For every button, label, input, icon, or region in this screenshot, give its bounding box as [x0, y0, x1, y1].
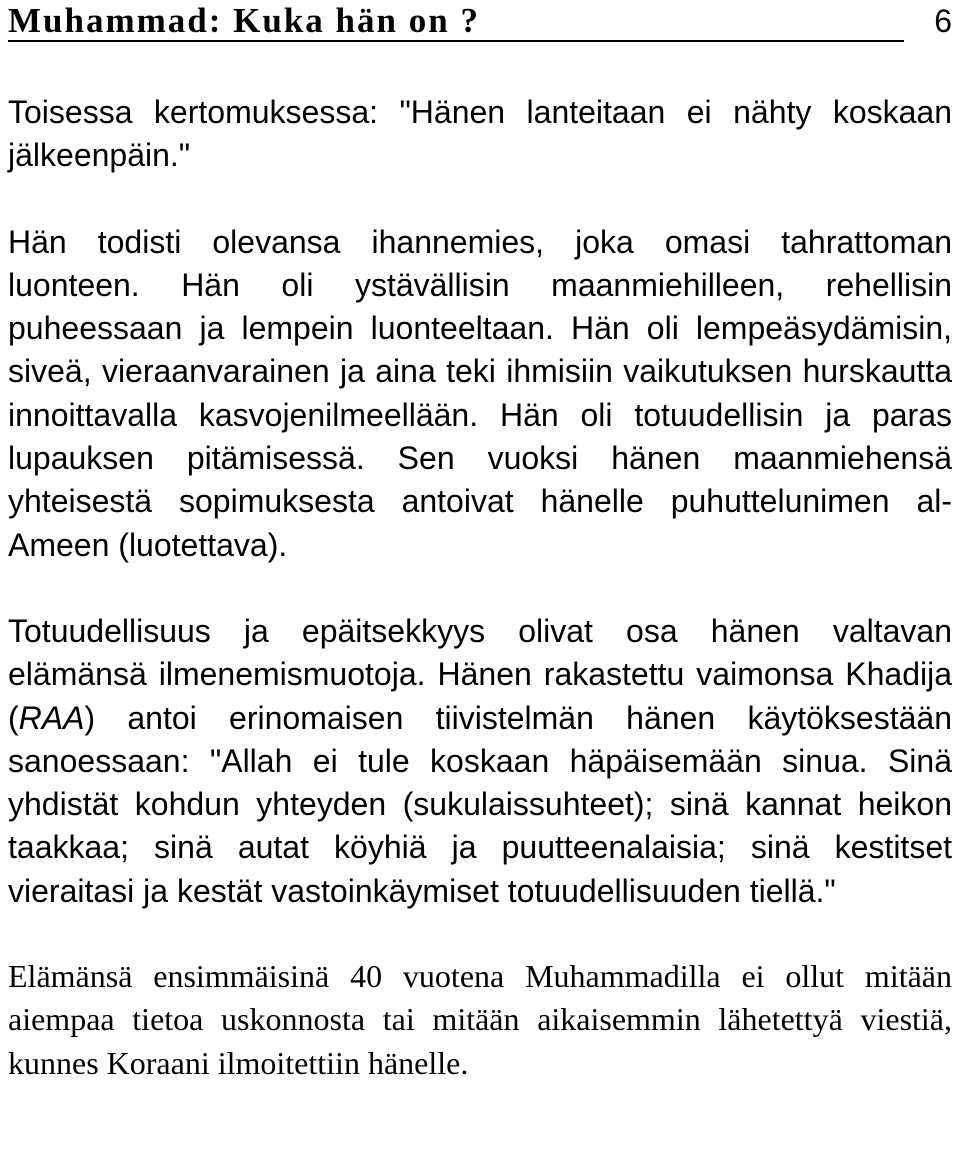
paragraph-1: Toisessa kertomuksessa: "Hänen lanteitaan ei nähty koskaan jälkeenpäin." — [8, 94, 952, 174]
paragraph-3-text-a: Totuudellisuus ja epäitsekkyys olivat osa hänen valtavan elämänsä ilmenemismuotoja. Hänen rakastettu vaimonsa Khadija ( — [8, 612, 952, 736]
body-text — [8, 91, 952, 1085]
paragraph-spacer — [8, 913, 952, 955]
paragraph-3 — [8, 610, 952, 913]
paragraph-spacer — [8, 567, 952, 610]
paragraph-4: Elämänsä ensimmäisinä 40 vuotena Muhammadilla ei ollut mitään aiempaa tietoa uskonnosta tai mitään aikaisemmin lähetettyä viestiä, kunnes Koraani ilmoitettiin hänelle. — [8, 958, 952, 1081]
header-title: Muhammad: Kuka hän on ? — [8, 1, 480, 40]
paragraph-2: Hän todisti olevansa ihannemies, joka omasi tahrattoman luonteen. Hän oli ystävällisin maanmiehilleen, rehellisin puheessaan ja lempein luonteeltaan. Hän oli lempeäsydämisin, siveä, vieraanvarainen ja aina teki ihmisiin vaikutuksen hurskautta innoittavalla kasvojenilmeellään. Hän oli totuudellisin ja paras lupauksen pitämisessä. Sen vuoksi hänen maanmiehensä yhteisestä sopimuksesta antoivat hänelle puhuttelunimen al-Ameen (luotettava). — [8, 223, 952, 563]
page-number: 6 — [934, 3, 952, 39]
header-rule — [8, 40, 904, 42]
paragraph-3-honorific: RAA — [18, 699, 85, 736]
page-header — [8, 0, 952, 46]
paragraph-spacer — [8, 178, 952, 221]
paragraph-3-text-b: ) antoi erinomaisen tiivistelmän hänen käytöksestään sanoessaan: "Allah ei tule koskaan häpäisemään sinua. Sinä yhdistät kohdun yhteyden (sukulaissuhteet); sinä kannat heikon taakkaa; sinä autat köyhiä ja puutteenalaisia; sinä kestitset vieraitasi ja kestät vastoinkäymiset totuudellisuuden tiellä." — [8, 699, 952, 909]
